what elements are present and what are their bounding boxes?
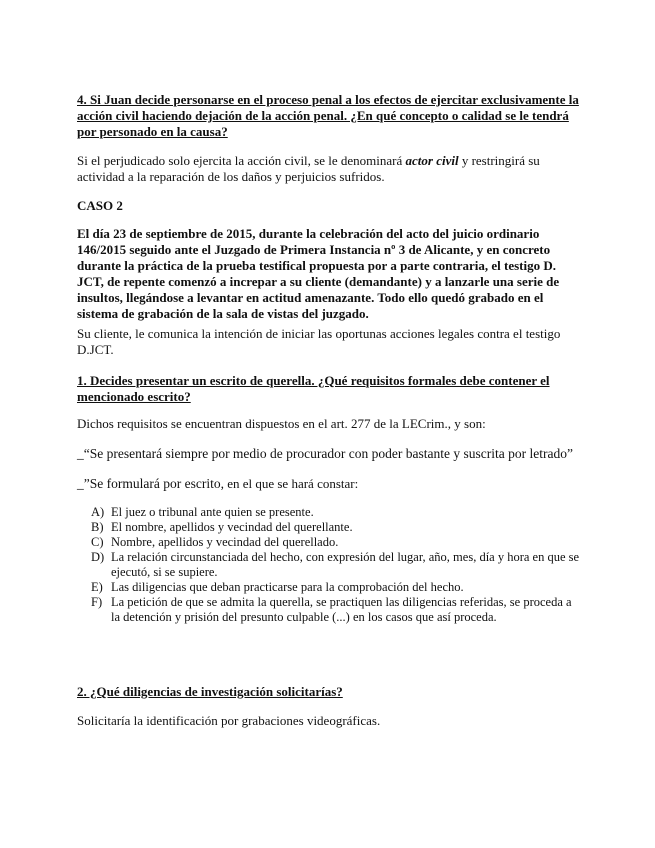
- list-item: [77, 595, 582, 625]
- actor-civil-term: actor civil: [405, 153, 459, 168]
- item-marker: F): [91, 595, 103, 609]
- list-item: [77, 505, 582, 520]
- item-marker: A): [91, 505, 105, 519]
- client-note: Su cliente, le comunica la intención de iniciar las oportunas acciones legales contra el testigo D.JCT.: [77, 326, 561, 357]
- list-item: [77, 580, 582, 595]
- quote-escrito-end: en el que se hará constar:: [223, 476, 359, 491]
- list-item: [77, 520, 582, 535]
- item-marker: E): [91, 580, 103, 594]
- quote-escrito: [77, 476, 582, 492]
- quote-escrito-start: _”Se formulará por escrito,: [77, 476, 224, 491]
- question-4-heading: 4. Si Juan decide personarse en el proceso penal a los efectos de ejercitar exclusivamente la acción civil haciendo dejación de la acción penal. ¿En qué concepto o calidad se le tendrá por personado en la causa?: [77, 92, 579, 139]
- item-text: Las diligencias que deban practicarse para la comprobación del hecho.: [111, 580, 464, 594]
- list-item: [77, 550, 582, 580]
- answer-text-start: Si el perjudicado solo ejercita la acción civil, se le denominará: [77, 153, 406, 168]
- item-text: El nombre, apellidos y vecindad del querellante.: [111, 520, 353, 534]
- item-marker: C): [91, 535, 104, 549]
- caso-2-title: CASO 2: [77, 198, 123, 213]
- question-4-answer: [77, 153, 582, 185]
- requirements-list: [77, 505, 582, 625]
- item-marker: B): [91, 520, 104, 534]
- item-text: Nombre, apellidos y vecindad del querellado.: [111, 535, 339, 549]
- question-1-intro: Dichos requisitos se encuentran dispuestos en el art. 277 de la LECrim., y son:: [77, 416, 486, 431]
- caso-2-facts: El día 23 de septiembre de 2015, durante la celebración del acto del juicio ordinario 146/2015 seguido ante el Juzgado de Primera Instancia nº 3 de Alicante, y en concreto durante la práctica de la prueba testifical propuesta por a parte contraria, el testigo D. JCT, de repente comenzó a increpar a su cliente (demandante) y a lanzarle una serie de insultos, llegándose a levantar en actitud amenazante. Todo ello quedó grabado en el sistema de grabación de la sala de vistas del juzgado.: [77, 226, 560, 321]
- quote-procurador: _“Se presentará siempre por medio de procurador con poder bastante y suscrita por letrado”: [77, 446, 573, 461]
- item-text: La petición de que se admita la querella, se practiquen las diligencias referidas, se proceda a la detención y prisión del presunto culpable (...) en los casos que así proceda.: [111, 595, 572, 624]
- item-marker: D): [91, 550, 105, 564]
- question-2-heading: 2. ¿Qué diligencias de investigación solicitarías?: [77, 684, 343, 699]
- question-1-heading: 1. Decides presentar un escrito de querella. ¿Qué requisitos formales debe contener el mencionado escrito?: [77, 373, 550, 404]
- answer-text-end: y restringirá su actividad a la reparación de los daños y perjuicios sufridos.: [77, 153, 540, 184]
- list-item: [77, 535, 582, 550]
- question-2-answer: Solicitaría la identificación por grabaciones videográficas.: [77, 713, 381, 728]
- item-text: La relación circunstanciada del hecho, con expresión del lugar, año, mes, día y hora en que se ejecutó, si se supiere.: [111, 550, 580, 579]
- item-text: El juez o tribunal ante quien se presente.: [111, 505, 314, 519]
